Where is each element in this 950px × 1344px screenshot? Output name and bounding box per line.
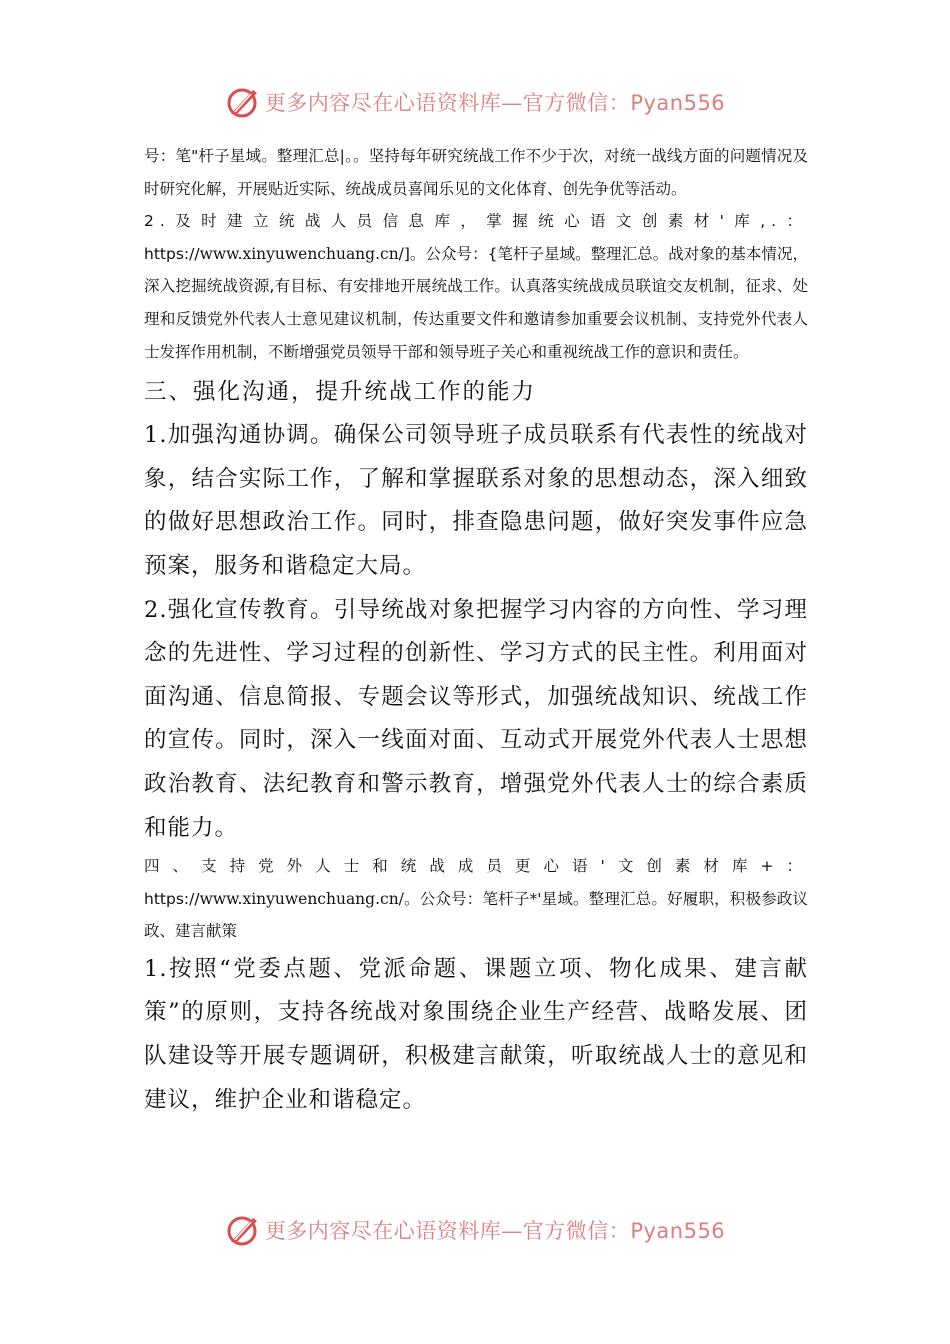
banner-wechat-id: Pyan556 [630, 1219, 726, 1243]
footer-banner [0, 1208, 950, 1252]
section-4-url-b: www.xinyuwenchuang.cn/ [199, 889, 404, 908]
paragraph-3-1: 1.加强沟通协调。确保公司领导班子成员联系有代表性的统战对象，结合实际工作，了解和掌握联系对象的思想动态，深入细致的做好思想政治工作。同时，排查隐患问题，做好突发事件应急预案，服务和谐稳定大局。 [144, 422, 808, 579]
section-4-rest: 。公众号：笔杆子*'星域。整理汇总。好履职，积极参政议政、建言献策 [144, 889, 808, 941]
banner-wechat-id: Pyan556 [630, 91, 726, 115]
quill-pen-logo-icon [225, 84, 261, 120]
paragraph-2-heading: 2.及时建立统战人员信息库，掌握统心语文创素材'库,.： [144, 212, 808, 231]
section-3-heading: 三、强化沟通，提升统战工作的能力 [144, 379, 537, 406]
paragraph-2-url-a: https:// [144, 244, 200, 263]
paragraph-2-url-b: www.xinyuwenchuang.cn/ [199, 244, 404, 263]
section-4-url-a: https:// [144, 889, 200, 908]
paragraph-3-2: 2.强化宣传教育。引导统战对象把握学习内容的方向性、学习理念的先进性、学习过程的创新性、学习方式的民主性。利用面对面沟通、信息简报、专题会议等形式，加强统战知识、统战工作的宣传。同时，深入一线面对面、互动式开展党外代表人士思想政治教育、法纪教育和警示教育，增强党外代表人士的综合素质和能力。 [144, 596, 808, 841]
banner-text: 更多内容尽在心语资料库—官方微信：Pyan556 [264, 1219, 726, 1243]
section-4-heading-text: 四、支持党外人士和统战成员更心语'文创素材库+： [144, 857, 808, 876]
banner-text: 更多内容尽在心语资料库—官方微信：Pyan556 [264, 91, 726, 115]
header-banner [0, 80, 950, 124]
paragraph-2-rest: ]。公众号：{笔杆子星域。整理汇总。战对象的基本情况，深入挖掘统战资源,有目标、有安排地开展统战工作。认真落实统战成员联谊交友机制，征求、处理和反馈党外代表人士意见建议机制，传达重要文件和邀请参加重要会议机制、支持党外代表人士发挥作用机制，不断增强党员领导干部和领导班子关心和重视统战工作的意识和责任。 [144, 244, 808, 361]
paragraph-1: 号：笔"杆子星域。整理汇总|。。坚持每年研究统战工作不少于次，对统一战线方面的问题情况及时研究化解，开展贴近实际、统战成员喜闻乐见的文化体育、创先争优等活动。 [144, 147, 808, 198]
paragraph-2 [144, 205, 808, 368]
section-4-heading [144, 850, 808, 948]
paragraph-4-1: 1.按照“党委点题、党派命题、课题立项、物化成果、建言献策”的原则，支持各统战对象围绕企业生产经营、战略发展、团队建设等开展专题调研，积极建言献策，听取统战人士的意见和建议，维护企业和谐稳定。 [144, 955, 808, 1113]
document-body [144, 140, 808, 1122]
quill-pen-logo-icon [225, 1212, 261, 1248]
